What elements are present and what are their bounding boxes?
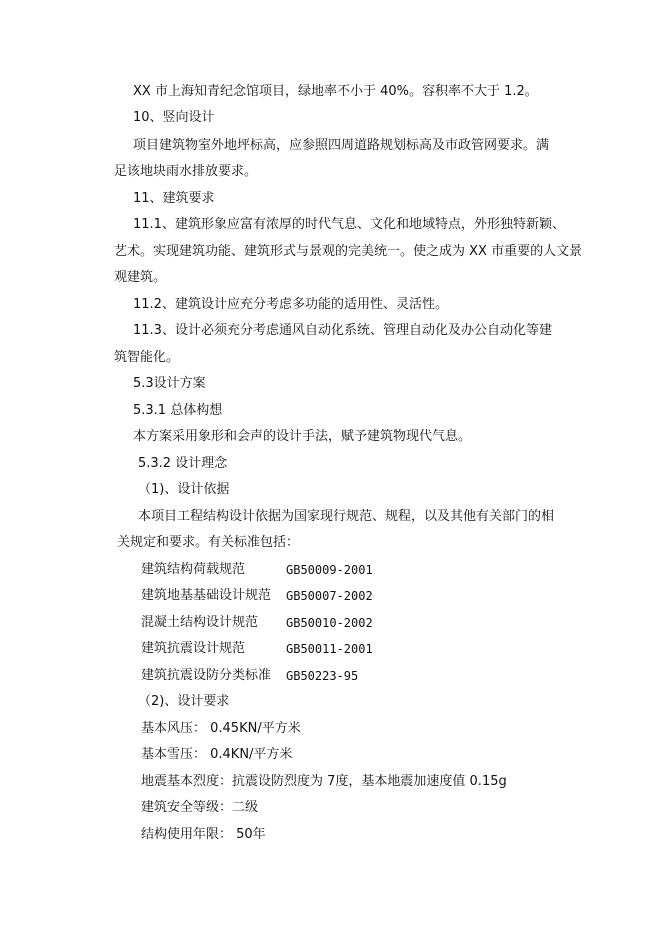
paragraph-11-1-end: 观建筑。 bbox=[114, 270, 167, 285]
value-seismic-intensity: 地震基本烈度：抗震设防烈度为 7度，基本地震加速度值 0.15g bbox=[141, 774, 507, 789]
standard-name: 混凝土结构设计规范 bbox=[141, 615, 259, 630]
heading-design-requirements: （2)、设计要求 bbox=[138, 694, 230, 709]
heading-5-3-2: 5.3.2 设计理念 bbox=[138, 456, 228, 471]
paragraph-11-1-cont: 艺术。实现建筑功能、建筑形式与景观的完美统一。使之成为 XX 市重要的人文景 bbox=[114, 244, 583, 259]
paragraph-11-1: 11.1、建筑形象应富有浓厚的时代气息、文化和地域特点，外形独特新颖、 bbox=[133, 217, 565, 232]
heading-vertical-design: 10、竖向设计 bbox=[133, 110, 215, 125]
standard-code: GB50009-2001 bbox=[286, 563, 373, 577]
paragraph-11-3-cont: 筑智能化。 bbox=[114, 350, 180, 365]
paragraph-design-basis: 本项目工程结构设计依据为国家现行规范、规程，以及其他有关部门的相 bbox=[138, 509, 555, 524]
paragraph-11-2: 11.2、建筑设计应充分考虑多功能的适用性、灵活性。 bbox=[133, 297, 448, 312]
standard-name: 建筑抗震设防分类标准 bbox=[141, 668, 272, 683]
heading-5-3: 5.3设计方案 bbox=[133, 376, 206, 391]
standard-name: 建筑地基基础设计规范 bbox=[141, 588, 272, 603]
value-safety-grade: 建筑安全等级：二级 bbox=[141, 800, 259, 815]
value-wind-pressure: 基本风压： 0.45KN/平方米 bbox=[141, 721, 301, 736]
value-snow-pressure: 基本雪压： 0.4KN/平方米 bbox=[141, 747, 293, 762]
paragraph-concept: 本方案采用象形和会声的设计手法，赋予建筑物现代气息。 bbox=[133, 429, 472, 444]
standard-code: GB50223-95 bbox=[286, 669, 359, 683]
value-service-life: 结构使用年限： 50年 bbox=[141, 827, 266, 842]
paragraph-green-ratio: XX 市上海知青纪念馆项目，绿地率不小于 40%。容积率不大于 1.2。 bbox=[133, 84, 538, 99]
paragraph-11-3: 11.3、设计必须充分考虑通风自动化系统、管理自动化及办公自动化等建 bbox=[133, 323, 552, 338]
standard-code: GB50007-2002 bbox=[286, 589, 373, 603]
paragraph-design-basis-cont: 关规定和要求。有关标准包括： bbox=[117, 535, 300, 550]
standard-name: 建筑抗震设计规范 bbox=[141, 641, 246, 656]
standard-name: 建筑结构荷载规范 bbox=[141, 562, 246, 577]
paragraph-elevation: 项目建筑物室外地坪标高，应参照四周道路规划标高及市政管网要求。满 bbox=[133, 138, 550, 153]
heading-5-3-1: 5.3.1 总体构想 bbox=[133, 403, 223, 418]
heading-building-requirements: 11、建筑要求 bbox=[133, 191, 215, 206]
standard-code: GB50010-2002 bbox=[286, 616, 373, 630]
paragraph-elevation-cont: 足该地块雨水排放要求。 bbox=[114, 164, 258, 179]
standard-code: GB50011-2001 bbox=[286, 642, 373, 656]
heading-design-basis: （1)、设计依据 bbox=[138, 482, 230, 497]
